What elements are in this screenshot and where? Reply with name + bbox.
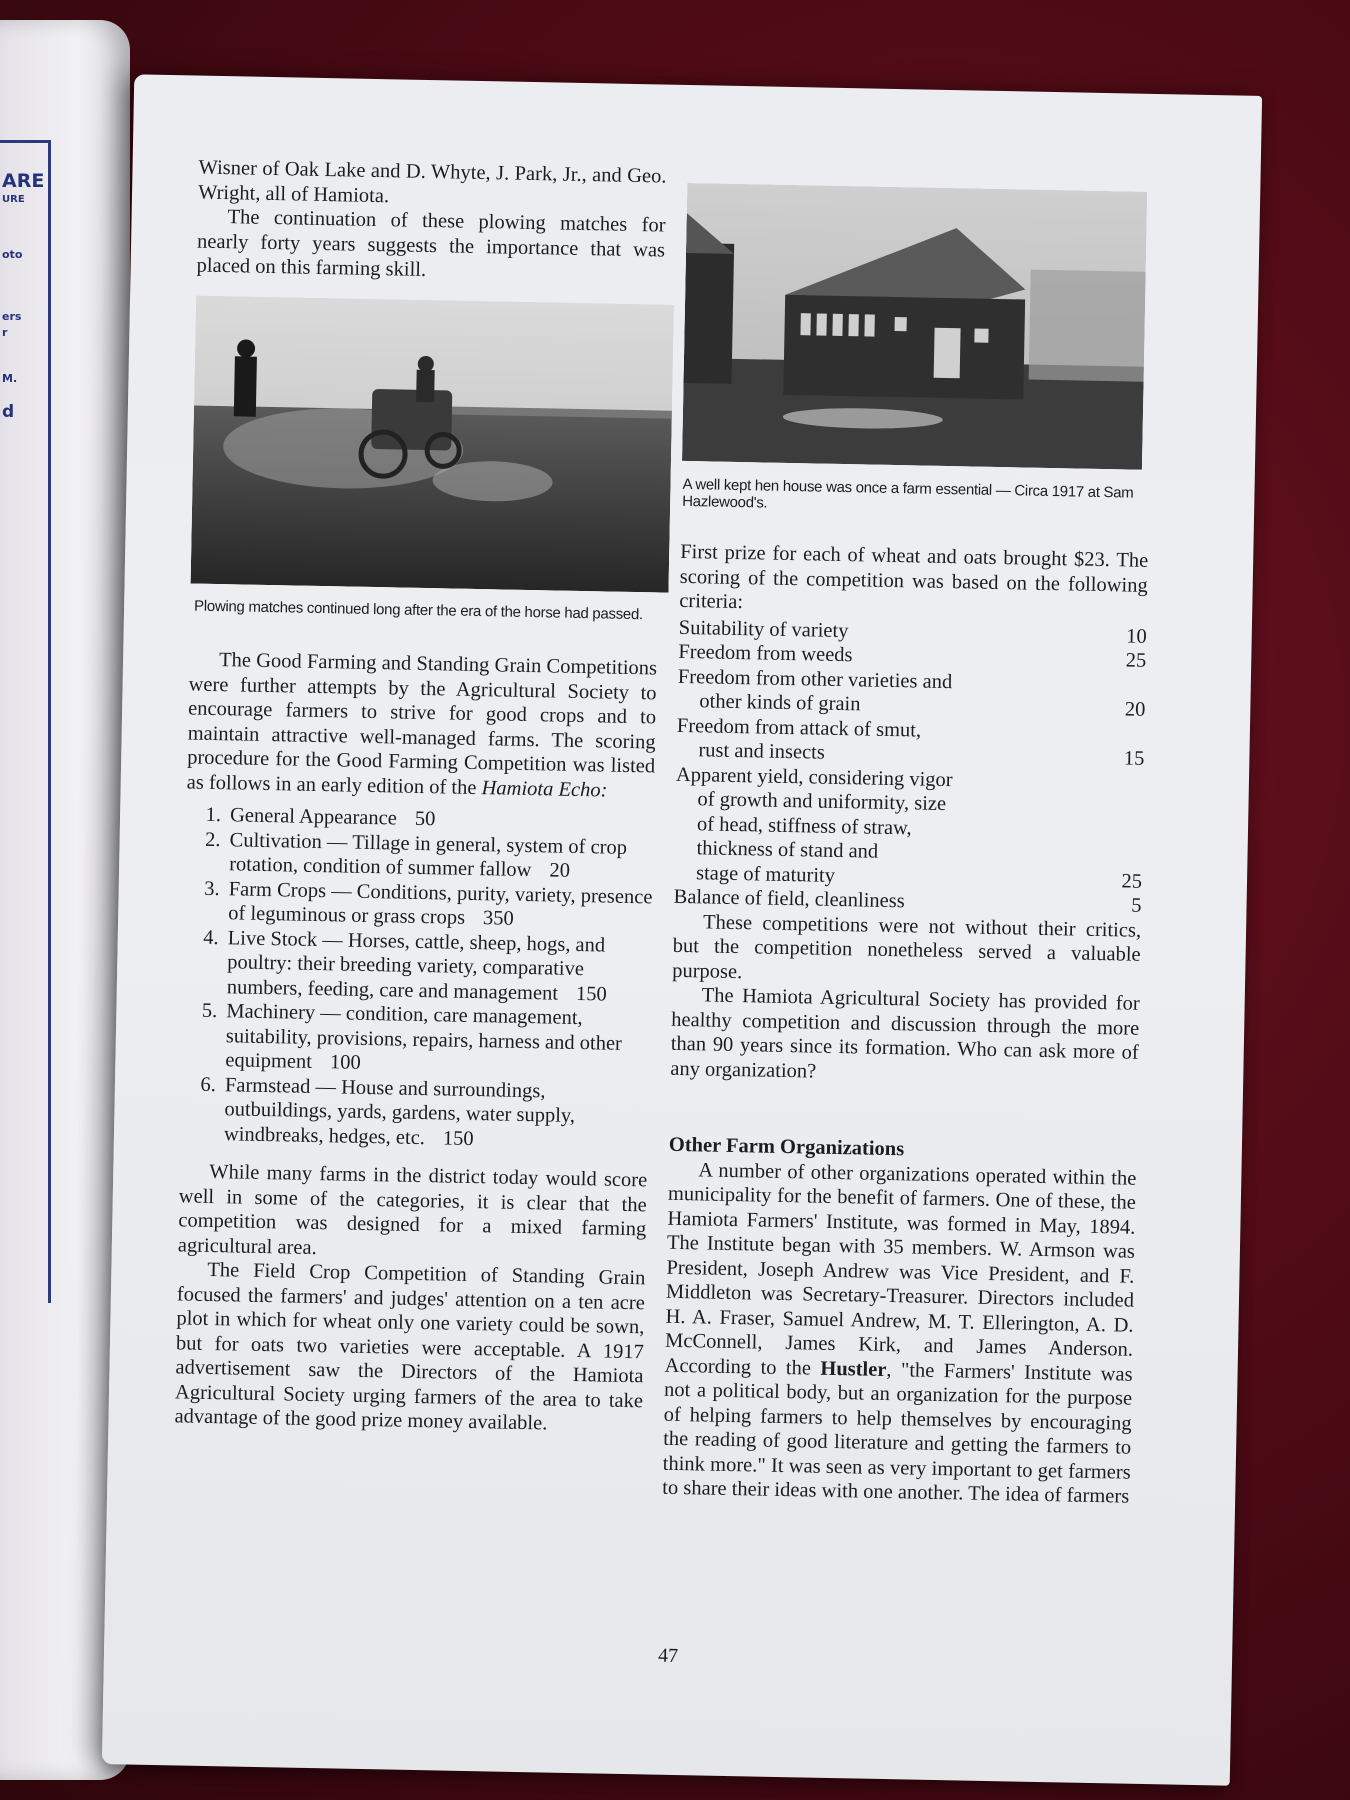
hustler-newspaper-name: Hustler	[820, 1357, 887, 1381]
intro-paragraph: Wisner of Oak Lake and D. Whyte, J. Park, Jr., and Geo. Wright, all of Hamiota.	[197, 156, 667, 207]
first-prize-paragraph: First prize for each of wheat and oats brought $23. The scoring of the competition was based on the following criteria:	[679, 540, 1149, 614]
good-farming-scoring-list	[180, 802, 654, 1154]
criteria-row: Freedom from other varieties and other kinds of grain 20	[677, 665, 1146, 721]
book-page	[102, 74, 1262, 1785]
critics-paragraph: These competitions were not without their critics, but the competition nonetheless served a valuable purpose.	[672, 910, 1142, 983]
list-item: 3. Farm Crops — Conditions, purity, variety, presence of leguminous or grass crops 350	[224, 877, 653, 934]
facing-page-fragment: URE	[2, 194, 25, 205]
good-farming-paragraph	[187, 647, 658, 803]
standing-grain-criteria	[673, 615, 1147, 918]
field-crop-paragraph: The Field Crop Competition of Standing Grain focused the farmers' and judges' attention on a ten acre plot in which for wheat only one variety could be sown, but for oats two varieties were acceptable. A 1917 advertisement saw the Directors of the Hamiota Agricultural Society urging farmers of the area to take advantage of the good prize money available.	[174, 1258, 646, 1435]
agricultural-society-paragraph: The Hamiota Agricultural Society has provided for healthy competition and discussion through the more than 90 years since its formation. Who can ask more of any organization?	[670, 984, 1140, 1083]
hen-house-photo	[682, 183, 1147, 470]
list-item: 1. General Appearance 50	[226, 803, 654, 836]
hen-house-photo-caption: A well kept hen house was once a farm essential — Circa 1917 at Sam Hazlewood's.	[682, 475, 1134, 512]
list-item: 2. Cultivation — Tillage in general, system of crop rotation, condition of summer fallow 20	[225, 828, 654, 885]
page-number: 47	[657, 1644, 679, 1668]
criteria-row: Freedom from weeds 25	[678, 640, 1147, 672]
good-farming-text: The Good Farming and Standing Grain Competitions were further attempts by the Agricultural Society to encourage farmers to strive for good crops and to maintain attractive well-managed farms. The scoring procedure for the Good Farming Competition was listed as follows in an early edition of the	[186, 649, 658, 799]
facing-page-fragment: oto	[2, 248, 23, 261]
hamiota-echo-title: Hamiota Echo:	[481, 776, 608, 802]
facing-page-fragment: ers	[2, 310, 22, 323]
criteria-row: Suitability of variety 10	[678, 616, 1147, 648]
criteria-row: Balance of field, cleanliness 5	[673, 885, 1142, 917]
facing-page-fragment: M.	[2, 372, 18, 385]
criteria-row: Freedom from attack of smut, rust and insects 15	[676, 714, 1145, 770]
while-many-paragraph: While many farms in the district today would score well in some of the categories, it is clear that the competition was designed for a mixed farming agricultural area.	[177, 1160, 648, 1259]
facing-page-fragment: d	[2, 402, 15, 422]
plowing-photo	[191, 296, 674, 593]
plowing-continuation-paragraph: The continuation of these plowing matches for nearly forty years suggests the importance that was placed on this farming skill.	[196, 206, 666, 281]
left-column-main	[174, 647, 657, 1437]
criteria-row: Apparent yield, considering vigor of growth and uniformity, size of head, stiffness of straw, thickness of stand and stage of maturity 25	[675, 763, 1143, 893]
left-column-intro	[196, 156, 666, 287]
plowing-photo-caption: Plowing matches continued long after the era of the horse had passed.	[193, 597, 643, 624]
list-item: 5. Machinery — condition, care management, suitability, provisions, repairs, harness and other equipment 100	[221, 999, 650, 1081]
list-item: 6. Farmstead — House and surroundings, outbuildings, yards, gardens, water supply, windbreaks, hedges, etc. 150	[220, 1073, 649, 1155]
facing-page-fragment: ARE	[2, 170, 45, 192]
right-column-main	[662, 540, 1148, 1509]
other-organizations-paragraph: A number of other organizations operated within the municipality for the benefit of farmers. One of these, the Hamiota Farmers' Institute, was formed in May, 1894. The Institute began with 35 members. W. Armson was President, Joseph Andrew was Vice President, and F. Middleton was Secretary-Treasurer. Directors included H. A. Fraser, Samuel Andrew, M. T. Ellerington, A. D. McConnell, James Kirk, and James Anderson. According to the Hustler, "the Farmers' Institute was not a political body, but an organization for the purpose of helping farmers to help themselves by encouraging the reading of good literature and getting the farmers to think more." It was seen as very important to get farmers to share their ideas with one another. The idea of farmers	[662, 1158, 1137, 1508]
list-item: 4. Live Stock — Horses, cattle, sheep, hogs, and poultry: their breeding variety, comparative numbers, feeding, care and management 150	[223, 926, 652, 1008]
other-farm-organizations-heading: Other Farm Organizations	[668, 1133, 905, 1161]
facing-page-fragment: r	[2, 326, 8, 339]
